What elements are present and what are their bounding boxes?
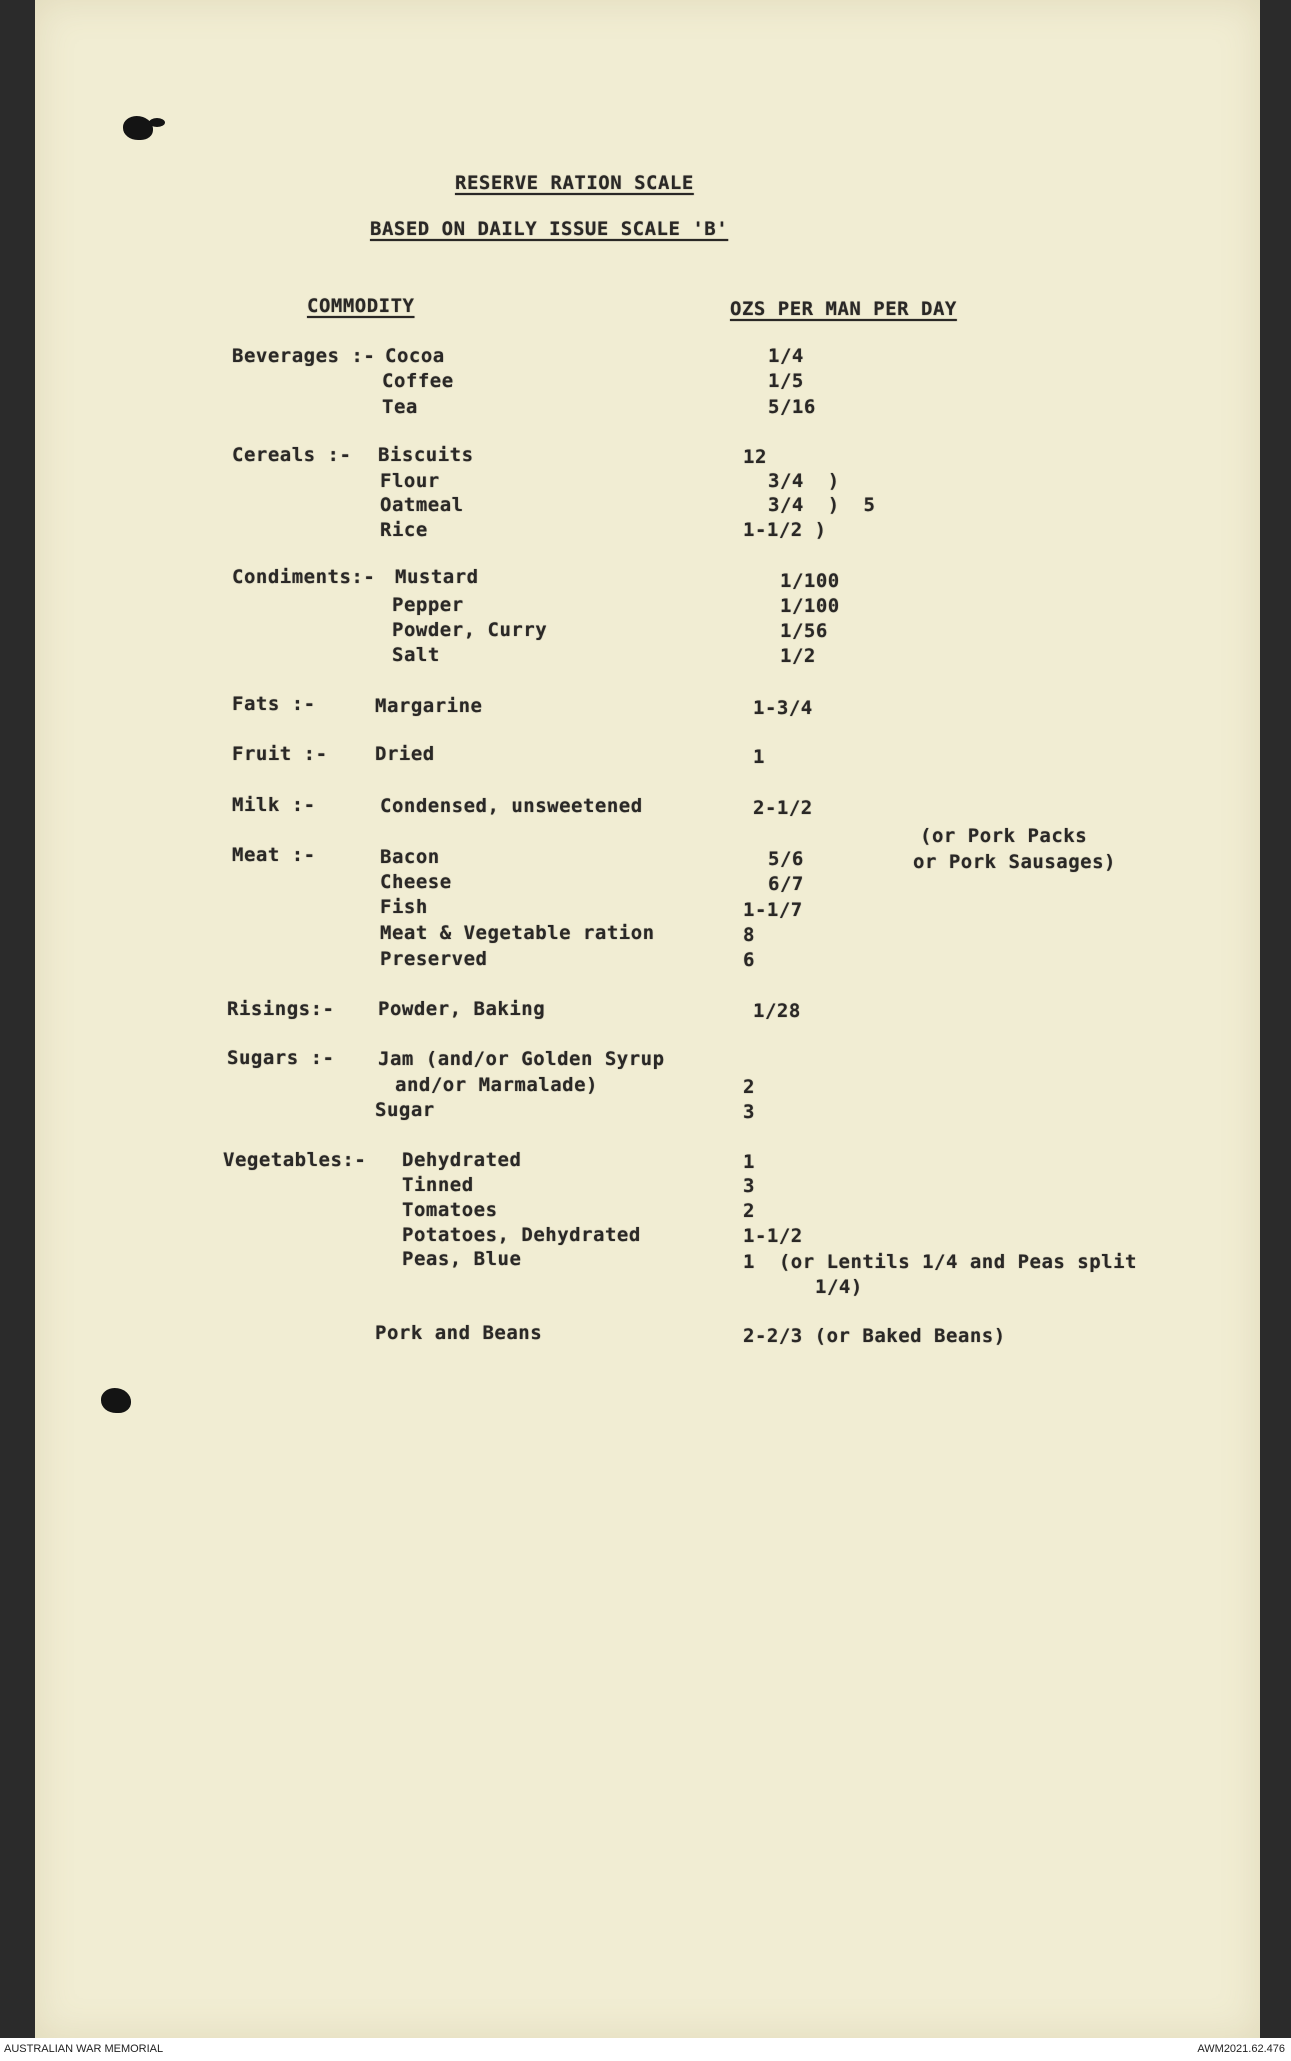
item-value: 2-1/2 (753, 797, 813, 819)
item-value: 1/2 (780, 645, 816, 667)
punch-hole (123, 116, 153, 140)
category-label: Beverages :- (232, 345, 376, 367)
item-name: Biscuits (378, 444, 474, 466)
category-label: Milk :- (232, 794, 316, 816)
item-value: 3/4 ) (768, 470, 840, 492)
item-name: Preserved (380, 948, 488, 970)
item-name: Potatoes, Dehydrated (402, 1224, 641, 1246)
item-value: 1/100 (780, 570, 840, 592)
item-value: 1/4) (815, 1276, 863, 1298)
item-value: 1-1/2 ) (743, 519, 827, 541)
item-name: Meat & Vegetable ration (380, 922, 655, 944)
item-name: Salt (392, 644, 440, 666)
category-label: Cereals :- (232, 444, 352, 466)
item-value: 2 (743, 1076, 755, 1098)
category-label: Fats :- (232, 693, 316, 715)
document-title: RESERVE RATION SCALE (455, 172, 694, 194)
item-value: 1 (743, 1151, 755, 1173)
category-label: Sugars :- (227, 1047, 335, 1069)
item-value: 3 (743, 1101, 755, 1123)
item-value: 1 (or Lentils 1/4 and Peas split (743, 1251, 1137, 1273)
footer-source: AUSTRALIAN WAR MEMORIAL (4, 2043, 164, 2055)
item-value: 1 (753, 746, 765, 768)
item-name: Powder, Baking (378, 998, 546, 1020)
item-value: 1-1/7 (743, 899, 803, 921)
item-name: Peas, Blue (402, 1248, 522, 1270)
item-name: Bacon (380, 846, 440, 868)
item-name: Rice (380, 519, 428, 541)
item-name: Cheese (380, 871, 452, 893)
item-value: 1/5 (768, 370, 804, 392)
item-name: Tea (382, 396, 418, 418)
item-value: 5/6 (768, 848, 804, 870)
footer-bar (0, 2038, 1291, 2061)
item-name: Powder, Curry (392, 619, 548, 641)
item-name: Cocoa (385, 345, 445, 367)
item-name: Jam (and/or Golden Syrup (378, 1048, 665, 1070)
item-name: Tinned (402, 1174, 474, 1196)
footer-accession: AWM2021.62.476 (1197, 2043, 1285, 2055)
item-value: 2-2/3 (or Baked Beans) (743, 1325, 1006, 1347)
item-name: Condensed, unsweetened (380, 795, 643, 817)
note-text: (or Pork Packs (920, 825, 1088, 847)
document-subtitle: BASED ON DAILY ISSUE SCALE 'B' (370, 218, 729, 240)
item-name: Sugar (375, 1099, 435, 1121)
category-label: Condiments:- (232, 566, 376, 588)
item-value: 5/16 (768, 396, 816, 418)
item-name: Mustard (395, 566, 479, 588)
item-value: 12 (743, 446, 767, 468)
punch-hole (101, 1388, 131, 1413)
item-name: Fish (380, 896, 428, 918)
note-text: or Pork Sausages) (913, 851, 1116, 873)
item-name: Dried (375, 743, 435, 765)
item-name: and/or Marmalade) (395, 1074, 598, 1096)
item-value: 2 (743, 1200, 755, 1222)
item-name: Dehydrated (402, 1149, 522, 1171)
item-value: 1/4 (768, 345, 804, 367)
item-value: 1/56 (780, 620, 828, 642)
category-label: Meat :- (232, 844, 316, 866)
column-header-commodity: COMMODITY (307, 295, 415, 317)
document-page (35, 0, 1260, 2038)
item-value: 3/4 ) 5 (768, 494, 876, 516)
item-name: Pork and Beans (375, 1322, 543, 1344)
item-value: 1/28 (753, 1000, 801, 1022)
category-label: Fruit :- (232, 743, 328, 765)
item-name: Oatmeal (380, 494, 464, 516)
category-label: Risings:- (227, 998, 335, 1020)
item-name: Margarine (375, 695, 483, 717)
item-value: 6/7 (768, 873, 804, 895)
item-value: 6 (743, 949, 755, 971)
item-name: Flour (380, 470, 440, 492)
category-label: Vegetables:- (223, 1149, 367, 1171)
item-value: 1-3/4 (753, 697, 813, 719)
item-name: Pepper (392, 594, 464, 616)
item-value: 1/100 (780, 595, 840, 617)
item-name: Coffee (382, 370, 454, 392)
item-value: 8 (743, 924, 755, 946)
column-header-ozs: OZS PER MAN PER DAY (730, 298, 957, 320)
item-value: 3 (743, 1175, 755, 1197)
item-value: 1-1/2 (743, 1225, 803, 1247)
item-name: Tomatoes (402, 1199, 498, 1221)
